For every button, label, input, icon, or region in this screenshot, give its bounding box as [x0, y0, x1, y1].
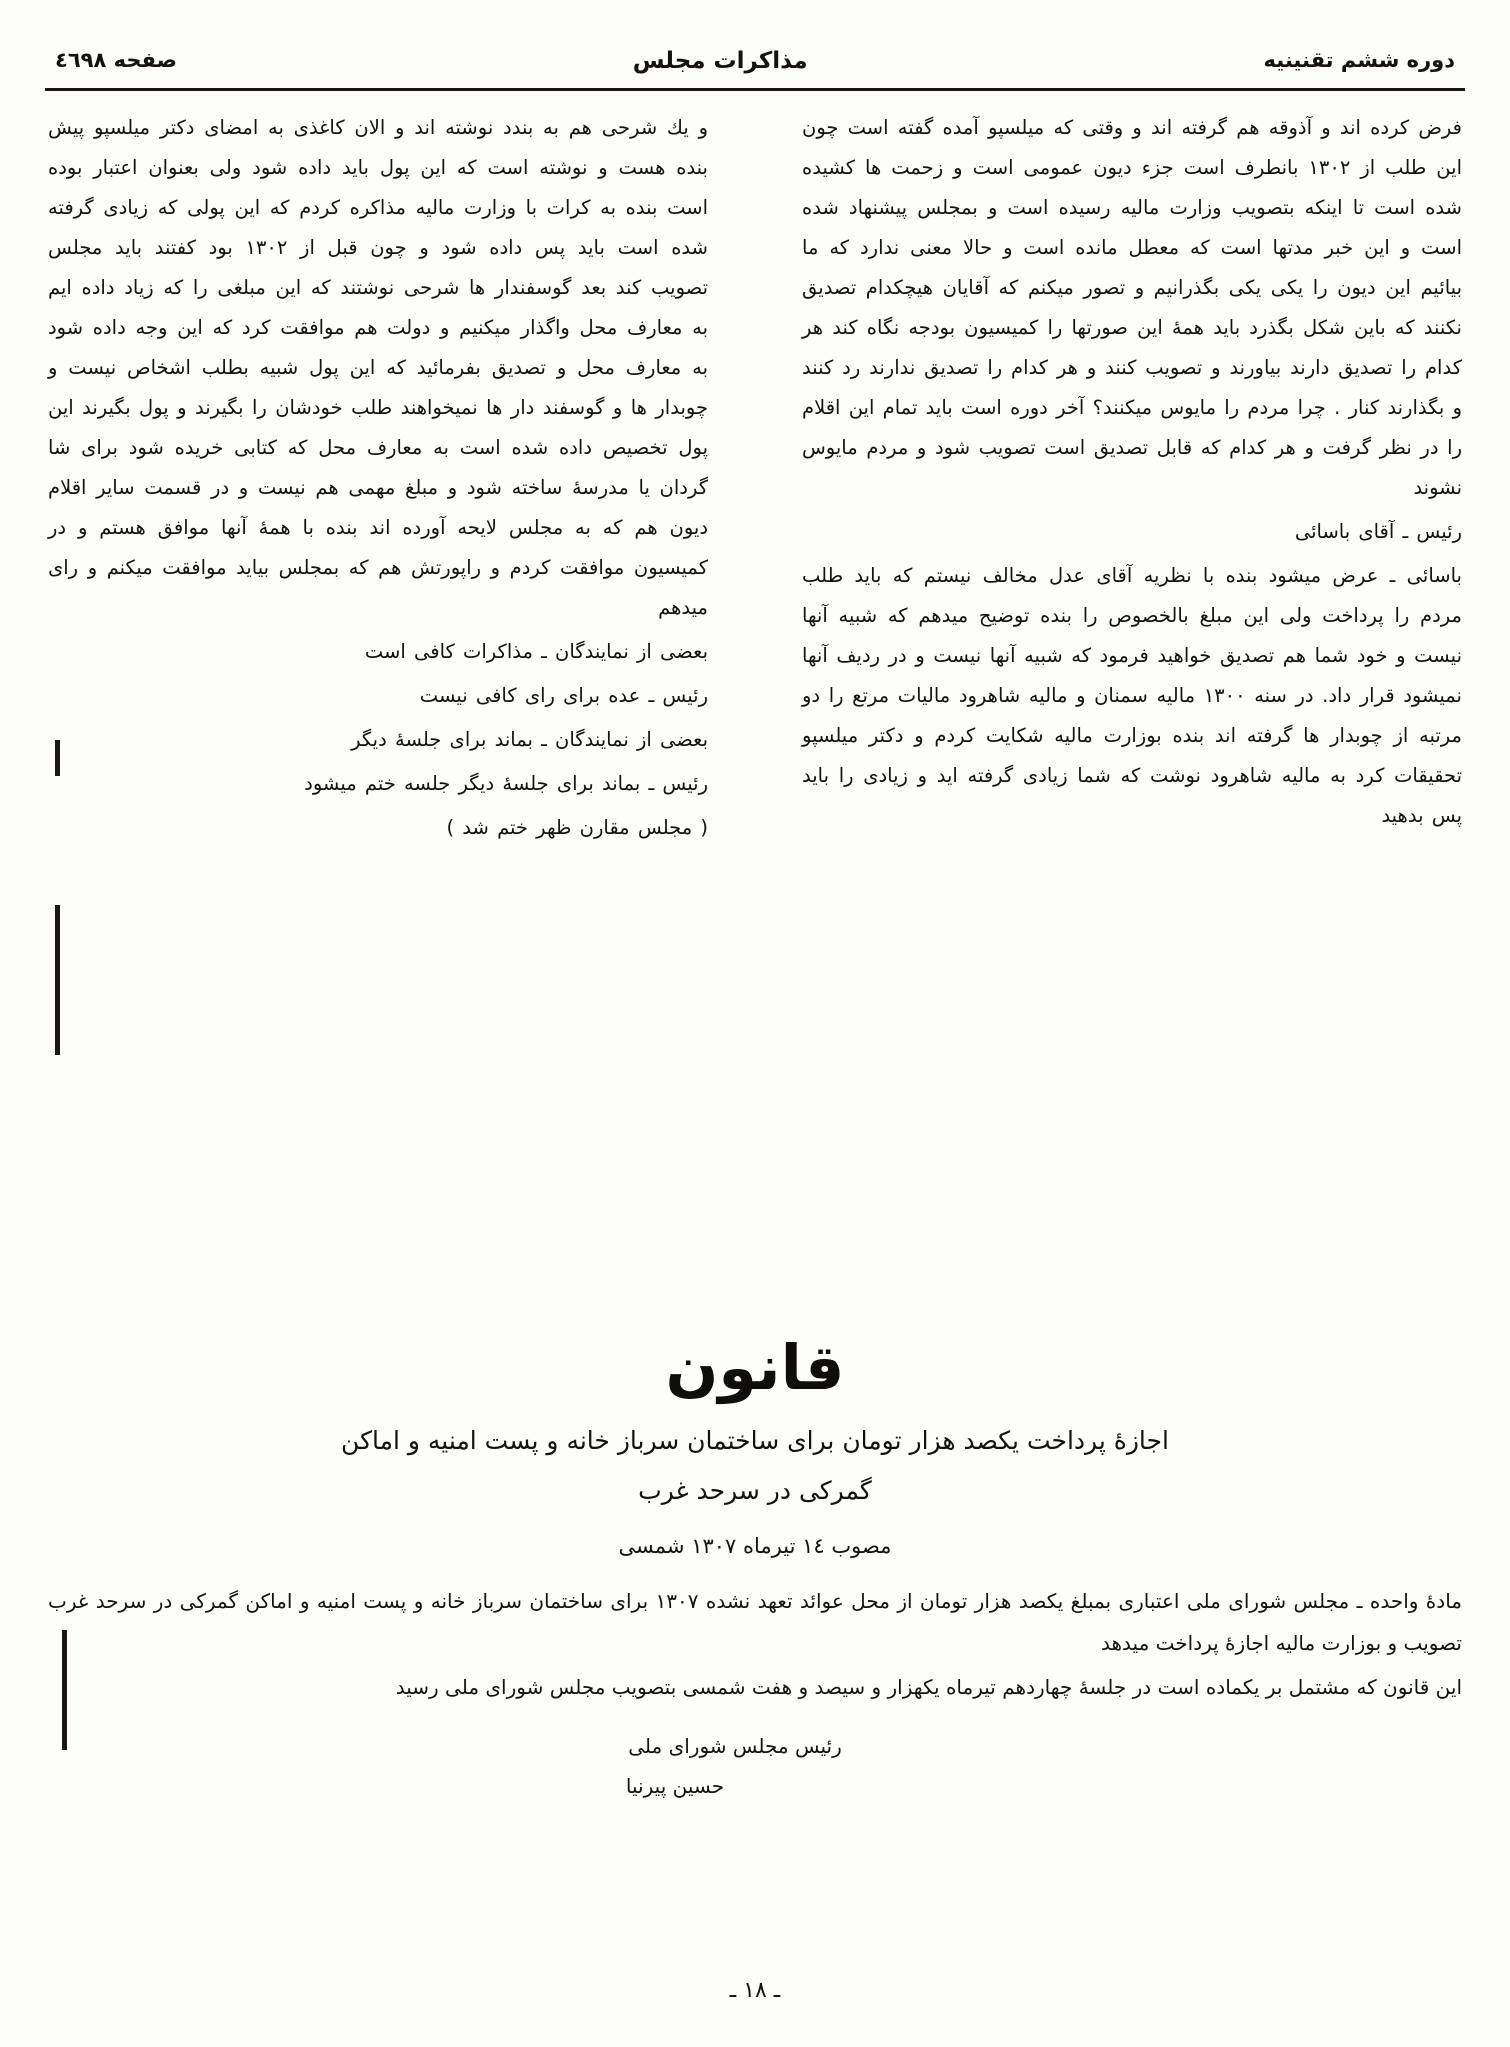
signature-name: حسین پیرنیا	[625, 1774, 725, 1798]
column-right	[802, 108, 1462, 1348]
paragraph: باسائی ـ عرض میشود بنده با نظریه آقای عدل مخالف نیستم که باید طلب مردم را پرداخت ولی این مبلغ بالخصوص را بنده توضیح میدهم که شبیه آنها نیست و خود شما هم تصدیق خواهید فرمود که شبیه آنها نیست و در ردیف آنها نمیشود قرار داد. در سنه ١٣٠٠ مالیه سمنان و مالیه شاهرود مالیات مرتع را دو مرتبه از چوبدار ها گرفته اند بنده بوزارت مالیه شکایت کردم و دکتر میلسپو تحقیقات کرد به مالیه شاهرود نوشت که شما زیادی گرفته اید و زیادی را باید پس بدهید	[802, 564, 1462, 827]
margin-ink-mark	[55, 740, 60, 776]
law-article-single: مادهٔ واحده ـ مجلس شورای ملی اعتباری بمبلغ یکصد هزار تومان از محل عوائد تعهد نشده ١٣٠٧ برای ساختمان سرباز خانه و پست امنیه و اماکن گمرکی در سرحد غرب تصویب و بوزارت مالیه اجازهٔ پرداخت میدهد	[48, 1589, 1462, 1655]
header-divider-rule	[45, 88, 1465, 91]
page-number: ـ ١٨ ـ	[729, 1978, 781, 2003]
header-publication-title: مذاکرات مجلس	[632, 48, 808, 74]
dialogue-line: بعضی از نمایندگان ـ بماند برای جلسهٔ دیگر	[351, 728, 708, 751]
law-title: قانون	[665, 1331, 845, 1404]
law-subtitle-line-1: اجازهٔ پرداخت یکصد هزار تومان برای ساختمان سرباز خانه و پست امنیه و اماکن	[341, 1426, 1169, 1455]
law-body	[48, 1580, 1462, 1708]
dialogue-line: رئیس ـ عده برای رای كافی نیست	[419, 684, 708, 707]
page-header	[55, 48, 1455, 88]
dialogue-line: رئیس ـ بماند برای جلسهٔ دیگر جلسه ختم میشود	[304, 772, 708, 795]
signature-title: رئیس مجلس شورای ملی	[628, 1734, 842, 1758]
margin-ink-mark	[55, 905, 60, 1055]
column-left	[48, 108, 708, 1348]
header-page-label: صفحه ٤٦٩٨	[55, 48, 177, 72]
paragraph: فرض کرده اند و آذوقه هم گرفته اند و وقتی که میلسپو آمده گفته است چون این طلب از ١٣٠٢ بانطرف است جزء دیون عمومی است و زحمت ها کشیده شده است تا اینکه بتصویب وزارت مالیه رسیده است و بمجلس پیشنهاد شده است و این خبر مدتها است که معطل مانده است و حالا معنی ندارد که ما بیائیم این دیون را یکی یکی بگذرانیم و تصور میکنم که آقایان هیچکدام تصدیق نکنند که باین شکل بگذرد باید همهٔ این صورتها را کمیسیون بودجه نگاه کند هر کدام را تصدیق دارند بیاورند و تصویب کنند و هر کدام را تصدیق ندارند رد کنند و بگذارند کنار . چرا مردم را مایوس میکنند؟ آخر دوره است باید تمام این اقلام را در نظر گرفت و هر کدام که قابل تصدیق است تصویب شود و مردم مایوس نشوند	[802, 116, 1462, 499]
law-approval-date: مصوب ١٤ تیرماه ١٣٠٧ شمسی	[618, 1534, 892, 1558]
header-session-label: دوره ششم تقنینیه	[1263, 48, 1455, 72]
signature-block	[48, 1726, 1462, 1806]
dialogue-line: بعضی از نمایندگان ـ مذاكرات كافی است	[364, 640, 708, 663]
paragraph: و یك شرحی هم به بندد نوشته اند و الان كاغذی به امضای دكتر میلسپو پیش بنده هست و نوشته است كه این پول باید داده شود ولی بعنوان اعتبار بوده است بنده به كرات با وزارت مالیه مذاكره كردم كه این پولی كه زیادی گرفته شده است باید پس داده شود و چون قبل از ١٣٠٢ بود كفتند باید مجلس تصویب كند بعد گوسفندار ها شرحی نوشتند كه این مبلغی را كه زیاد داده ایم به معارف محل واگذار میكنیم و دولت هم موافقت كرد كه این وجه داده شود به معارف محل و تصدیق بفرمائید كه این پول شبیه بطلب اشخاص نیست و چوبدار ها و گوسفند دار ها نمیخواهند طلب خودشان را بگیرند و پول بگیرند این پول تخصیص داده شده است به معارف محل كه كتابی خریده شود برای شا گردان یا مدرسهٔ ساخته شود و مبلغ مهمی هم نیست و در قسمت سایر اقلام دیون هم كه به مجلس لایحه آورده اند بنده با همهٔ آنها موافق هستم و در كمیسیون موافقت كردم و راپورتش هم كه بمجلس بیاید موافقت میكنم و رای میدهم	[48, 116, 708, 619]
two-column-body	[48, 108, 1462, 1348]
speaker-line: رئیس ـ آقای باسائی	[1294, 520, 1462, 543]
law-subtitle-line-2: گمرکی در سرحد غرب	[638, 1476, 872, 1505]
law-enactment-note: این قانون که مشتمل بر یکماده است در جلسهٔ چهاردهم تیرماه یکهزار و سیصد و هفت شمسی بتصویب مجلس شورای ملی رسید	[395, 1675, 1462, 1699]
law-section	[48, 1330, 1462, 1806]
session-close-note: ( مجلس مقارن ظهر ختم شد )	[446, 816, 708, 839]
